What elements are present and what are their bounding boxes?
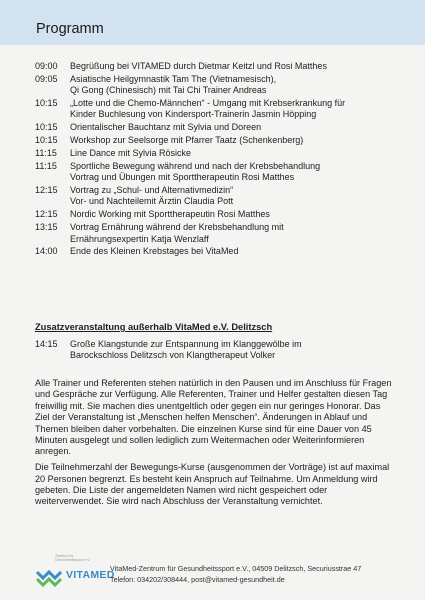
schedule-desc-line: Nordic Working mit Sporttherapeutin Rosi Matthes: [70, 209, 270, 220]
schedule-time: 09:05: [35, 73, 58, 84]
schedule-desc-line: Asiatische Heilgymnastik Tam The (Vietnamesisch),: [70, 73, 277, 84]
schedule-desc-line: Vortrag zu „Schul- und Alternativmedizin“: [70, 185, 234, 196]
schedule-row: [35, 209, 405, 220]
schedule-row: [35, 98, 405, 121]
schedule-desc-line: Ernährungsexpertin Katja Wenzlaff: [70, 233, 209, 244]
schedule-desc-line: Orientalischer Bauchtanz mit Sylvia und Doreen: [70, 122, 262, 133]
schedule-desc-line: Ende des Kleinen Krebstages bei VitaMed: [70, 246, 239, 257]
address-line: VitaMed-Zentrum für Gesundheitssport e.V., 04509 Delitzsch, Securiusstrae 47: [110, 564, 362, 573]
schedule-desc: [70, 209, 405, 220]
footer-address: [110, 564, 361, 585]
schedule-desc: [70, 339, 405, 362]
schedule-time: 14:15: [35, 339, 58, 349]
schedule-row: [35, 339, 405, 362]
extra-event: [35, 339, 405, 363]
schedule-row: [35, 185, 405, 208]
schedule-row: [35, 222, 405, 245]
schedule-desc: [70, 148, 405, 159]
schedule-row: [35, 61, 405, 72]
schedule-desc-line: Vortrag Ernährung während der Krebsbehandlung mit: [70, 222, 284, 233]
schedule-desc: [70, 185, 405, 208]
schedule-time: 10:15: [35, 122, 58, 133]
schedule-time: 10:15: [35, 135, 58, 146]
schedule-row: [35, 74, 405, 97]
schedule-desc: [70, 161, 405, 184]
schedule-desc-line: Sportliche Bewegung während und nach der Krebsbehandlung: [70, 160, 321, 171]
schedule-time: 13:15: [35, 222, 58, 233]
info-text: [35, 378, 395, 512]
schedule-desc-line: Workshop zur Seelsorge mit Pfarrer Taatz (Schenkenberg): [70, 135, 304, 146]
schedule-desc-line: „Lotte und die Chemo-Männchen“ - Umgang mit Krebserkrankung für: [70, 98, 346, 109]
info-paragraph: Die Teilnehmerzahl der Bewegungs-Kurse (ausgenommen der Vorträge) ist auf maximal 20 Personen begrenzt. Es besteht kein Anspruch auf Teilnahme. Um Anmeldung wird gebeten. Die Liste der angemeldeten Namen wird nicht gespeichert oder weiterverwendet. Sie wird nach Abschluss der Veranstaltung vernichtet.: [35, 462, 390, 507]
extra-event-title: Zusatzveranstaltung außerhalb VitaMed e.V. Delitzsch: [35, 322, 273, 332]
schedule-desc-line: Vortrag und Übungen mit Sporttherapeutin Rosi Matthes: [70, 172, 295, 183]
schedule-desc-line: Vor- und Nachteilemit Ärztin Claudia Pott: [70, 196, 234, 207]
page-title: Programm: [36, 21, 104, 37]
schedule-desc-line: Qi Gong (Chinesisch) mit Tai Chi Trainer Andreas: [70, 85, 267, 96]
schedule-row: [35, 246, 405, 257]
schedule-row: [35, 122, 405, 133]
schedule-desc: [70, 135, 405, 146]
vitamed-wave-logo-icon: [36, 568, 66, 588]
schedule-list: [35, 61, 405, 259]
schedule-time: 10:15: [35, 98, 58, 109]
schedule-desc: [70, 222, 405, 245]
schedule-time: 11:15: [35, 160, 57, 171]
schedule-row: [35, 135, 405, 146]
schedule-desc-line: Line Dance mit Sylvia Rösicke: [70, 148, 192, 159]
schedule-desc-line: Kinder Buchlesung von Kindersport-Trainerin Jasmin Höpping: [70, 109, 317, 120]
schedule-desc-line: Große Klangstunde zur Entspannung im Klanggewölbe im: [70, 339, 302, 349]
schedule-desc: [70, 246, 405, 257]
vitamed-logo: [36, 554, 115, 594]
logo-tagline: Zentrum für Gesundheitssport e.V.: [55, 554, 91, 563]
schedule-desc: [70, 122, 405, 133]
schedule-time: 12:15: [35, 209, 58, 220]
header-bar: [0, 0, 425, 45]
contact-line: Telefon: 034202/308444, post@vitamed-gesundheit.de: [110, 574, 285, 584]
schedule-desc: [70, 74, 405, 97]
schedule-desc: [70, 61, 405, 72]
schedule-row: [35, 161, 405, 184]
schedule-time: 12:15: [35, 185, 58, 196]
schedule-desc-line: Begrüßung bei VITAMED durch Dietmar Keitzl und Rosi Matthes: [70, 61, 327, 71]
schedule-time: 14:00: [35, 246, 58, 257]
schedule-time: 11:15: [35, 148, 57, 159]
schedule-desc-line: Barockschloss Delitzsch von Klangtherapeut Volker: [70, 350, 276, 361]
schedule-row: [35, 148, 405, 159]
info-paragraph: Alle Trainer und Referenten stehen natürlich in den Pausen und im Anschluss für Fragen und Gespräche zur Verfügung. Alle Referenten, Trainer und Helfer gestalten diesen Tag freiwillig mit. Sie machen dies unentgeltlich oder gegen ein nur geringes Honorar. Das Ziel der Veranstaltung ist „Menschen helfen Menschen“. Änderungen in Ablauf und Themen bleiben daher vorbehalten. Die einzelnen Kurse sind für eine Dauer von 45 Minuten ausgelegt und sollen lediglich zum Weitermachen oder Weiterinformieren anregen.: [35, 378, 392, 457]
footer: [0, 548, 425, 600]
logo-text: VITAMED: [66, 569, 115, 581]
schedule-time: 09:00: [35, 61, 58, 71]
schedule-desc: [70, 98, 405, 121]
